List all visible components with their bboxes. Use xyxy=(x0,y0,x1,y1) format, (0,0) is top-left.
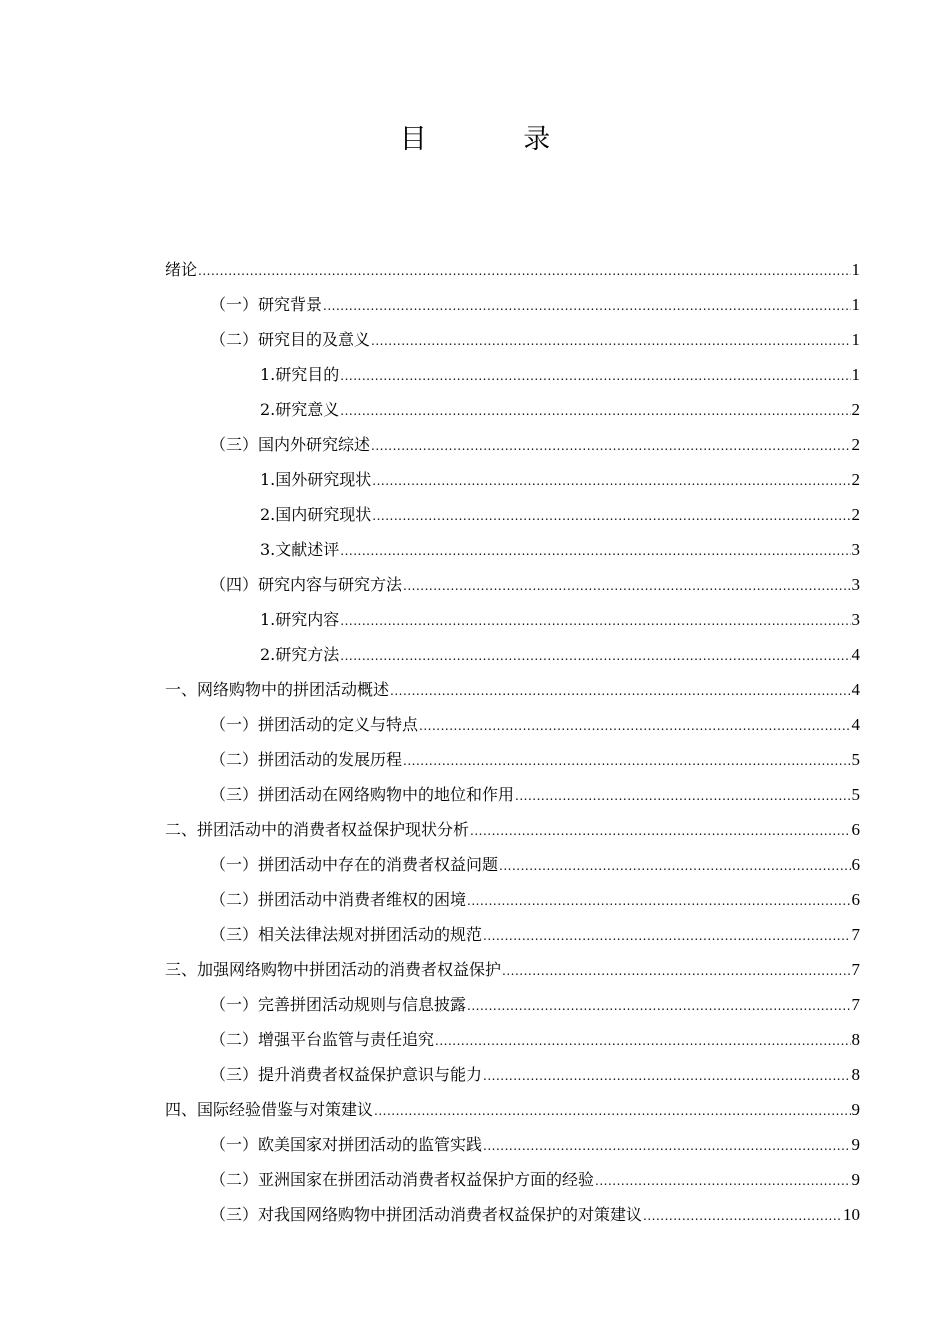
page-title: 目 录 xyxy=(399,124,595,155)
toc-dot-leader xyxy=(483,1059,850,1094)
toc-page-number: 3 xyxy=(851,540,860,559)
toc-entry-label: （三）相关法律法规对拼团活动的规范 xyxy=(210,925,483,944)
toc-dot-leader xyxy=(467,884,850,919)
toc-page-number: 7 xyxy=(851,995,860,1014)
toc-page-number: 2 xyxy=(851,505,860,524)
toc-entry-label: 二、拼团活动中的消费者权益保护现状分析 xyxy=(165,820,470,839)
toc-dot-leader xyxy=(372,499,850,534)
toc-dot-leader xyxy=(595,1164,850,1199)
toc-entry-label: （二）亚洲国家在拼团活动消费者权益保护方面的经验 xyxy=(210,1170,595,1189)
toc-entry-label: （二）拼团活动的发展历程 xyxy=(210,750,403,769)
toc-page-number: 7 xyxy=(851,960,860,979)
toc-page-number: 7 xyxy=(851,925,860,944)
toc-entry-level-2[interactable] xyxy=(165,707,860,742)
toc-entry-level-3[interactable] xyxy=(165,357,860,392)
toc-dot-leader xyxy=(340,394,850,429)
toc-page-number: 3 xyxy=(851,575,860,594)
toc-entry-level-3[interactable] xyxy=(165,637,860,672)
toc-entry-label: （一）拼团活动的定义与特点 xyxy=(210,715,419,734)
toc-page-number: 4 xyxy=(851,715,860,734)
toc-dot-leader xyxy=(371,429,850,464)
toc-dot-leader xyxy=(403,744,850,779)
toc-entry-level-2[interactable] xyxy=(165,1162,860,1197)
toc-dot-leader xyxy=(198,254,850,289)
toc-entry-level-2[interactable] xyxy=(165,987,860,1022)
toc-entry-level-1[interactable] xyxy=(165,812,860,847)
toc-dot-leader xyxy=(502,954,850,989)
toc-page-number: 3 xyxy=(851,610,860,629)
toc-entry-label: （三）拼团活动在网络购物中的地位和作用 xyxy=(210,785,515,804)
toc-page-number: 4 xyxy=(851,645,860,664)
toc-entry-label: 3.文献述评 xyxy=(260,540,340,559)
toc-entry-label: （三）提升消费者权益保护意识与能力 xyxy=(210,1065,483,1084)
toc-entry-level-2[interactable] xyxy=(165,1022,860,1057)
toc-page-number: 1 xyxy=(851,330,860,349)
toc-entry-level-2[interactable] xyxy=(165,322,860,357)
toc-page-number: 2 xyxy=(851,400,860,419)
toc-entry-label: （一）欧美国家对拼团活动的监管实践 xyxy=(210,1135,483,1154)
table-of-contents xyxy=(165,252,860,1232)
toc-entry-label: 1.研究目的 xyxy=(260,365,340,384)
toc-entry-label: （一）研究背景 xyxy=(210,295,323,314)
toc-dot-leader xyxy=(323,289,850,324)
toc-dot-leader xyxy=(483,1129,850,1164)
toc-dot-leader xyxy=(467,989,850,1024)
toc-dot-leader xyxy=(470,814,850,849)
toc-dot-leader xyxy=(372,464,850,499)
toc-entry-label: 1.国外研究现状 xyxy=(260,470,372,489)
toc-dot-leader xyxy=(643,1199,842,1234)
toc-entry-label: （一）拼团活动中存在的消费者权益问题 xyxy=(210,855,499,874)
toc-entry-level-3[interactable] xyxy=(165,497,860,532)
toc-page-number: 8 xyxy=(851,1030,860,1049)
toc-page-number: 9 xyxy=(851,1135,860,1154)
toc-page-number: 2 xyxy=(851,435,860,454)
toc-entry-level-2[interactable] xyxy=(165,1127,860,1162)
toc-dot-leader xyxy=(515,779,850,814)
toc-entry-label: （二）研究目的及意义 xyxy=(210,330,371,349)
toc-entry-label: 1.研究内容 xyxy=(260,610,340,629)
toc-entry-level-1[interactable] xyxy=(165,952,860,987)
toc-page-number: 8 xyxy=(851,1065,860,1084)
toc-page-number: 2 xyxy=(851,470,860,489)
toc-entry-level-3[interactable] xyxy=(165,602,860,637)
toc-page-number: 1 xyxy=(851,365,860,384)
toc-page-number: 6 xyxy=(851,820,860,839)
toc-entry-label: （一）完善拼团活动规则与信息披露 xyxy=(210,995,467,1014)
toc-entry-label: 四、国际经验借鉴与对策建议 xyxy=(165,1100,374,1119)
toc-entry-level-3[interactable] xyxy=(165,392,860,427)
toc-entry-label: （三）国内外研究综述 xyxy=(210,435,371,454)
toc-dot-leader xyxy=(371,324,850,359)
toc-page-number: 9 xyxy=(851,1100,860,1119)
toc-page-number: 5 xyxy=(851,750,860,769)
toc-entry-level-3[interactable] xyxy=(165,532,860,567)
toc-dot-leader xyxy=(340,359,850,394)
toc-entry-level-2[interactable] xyxy=(165,1197,860,1232)
toc-dot-leader xyxy=(483,919,850,954)
toc-entry-level-3[interactable] xyxy=(165,462,860,497)
toc-entry-level-2[interactable] xyxy=(165,567,860,602)
toc-entry-level-2[interactable] xyxy=(165,742,860,777)
toc-entry-level-2[interactable] xyxy=(165,777,860,812)
toc-entry-level-2[interactable] xyxy=(165,882,860,917)
toc-entry-label: 绪论 xyxy=(165,260,198,279)
toc-entry-label: 2.研究方法 xyxy=(260,645,340,664)
toc-dot-leader xyxy=(499,849,850,884)
toc-dot-leader xyxy=(340,639,850,674)
toc-dot-leader xyxy=(403,569,850,604)
toc-entry-label: （二）增强平台监管与责任追究 xyxy=(210,1030,435,1049)
toc-entry-level-1[interactable] xyxy=(165,1092,860,1127)
toc-entry-label: 2.研究意义 xyxy=(260,400,340,419)
toc-entry-level-2[interactable] xyxy=(165,1057,860,1092)
toc-entry-label: （二）拼团活动中消费者维权的困境 xyxy=(210,890,467,909)
toc-page-number: 6 xyxy=(851,855,860,874)
toc-page-number: 5 xyxy=(851,785,860,804)
toc-page-number: 1 xyxy=(851,295,860,314)
toc-entry-label: （三）对我国网络购物中拼团活动消费者权益保护的对策建议 xyxy=(210,1205,643,1224)
toc-dot-leader xyxy=(390,674,850,709)
toc-entry-level-2[interactable] xyxy=(165,917,860,952)
toc-dot-leader xyxy=(340,534,850,569)
toc-entry-label: 一、网络购物中的拼团活动概述 xyxy=(165,680,390,699)
toc-entry-level-1[interactable] xyxy=(165,672,860,707)
toc-entry-level-2[interactable] xyxy=(165,847,860,882)
toc-entry-label: 2.国内研究现状 xyxy=(260,505,372,524)
toc-entry-label: 三、加强网络购物中拼团活动的消费者权益保护 xyxy=(165,960,502,979)
toc-page-number: 6 xyxy=(851,890,860,909)
toc-page-number: 1 xyxy=(851,260,860,279)
toc-entry-level-2[interactable] xyxy=(165,287,860,322)
toc-entry-level-1[interactable] xyxy=(165,252,860,287)
toc-entry-label: （四）研究内容与研究方法 xyxy=(210,575,403,594)
toc-page-number: 10 xyxy=(843,1205,860,1224)
toc-page-number: 9 xyxy=(851,1170,860,1189)
toc-dot-leader xyxy=(374,1094,850,1129)
toc-dot-leader xyxy=(435,1024,850,1059)
toc-page-number: 4 xyxy=(851,680,860,699)
toc-dot-leader xyxy=(419,709,850,744)
toc-dot-leader xyxy=(340,604,850,639)
toc-entry-level-2[interactable] xyxy=(165,427,860,462)
